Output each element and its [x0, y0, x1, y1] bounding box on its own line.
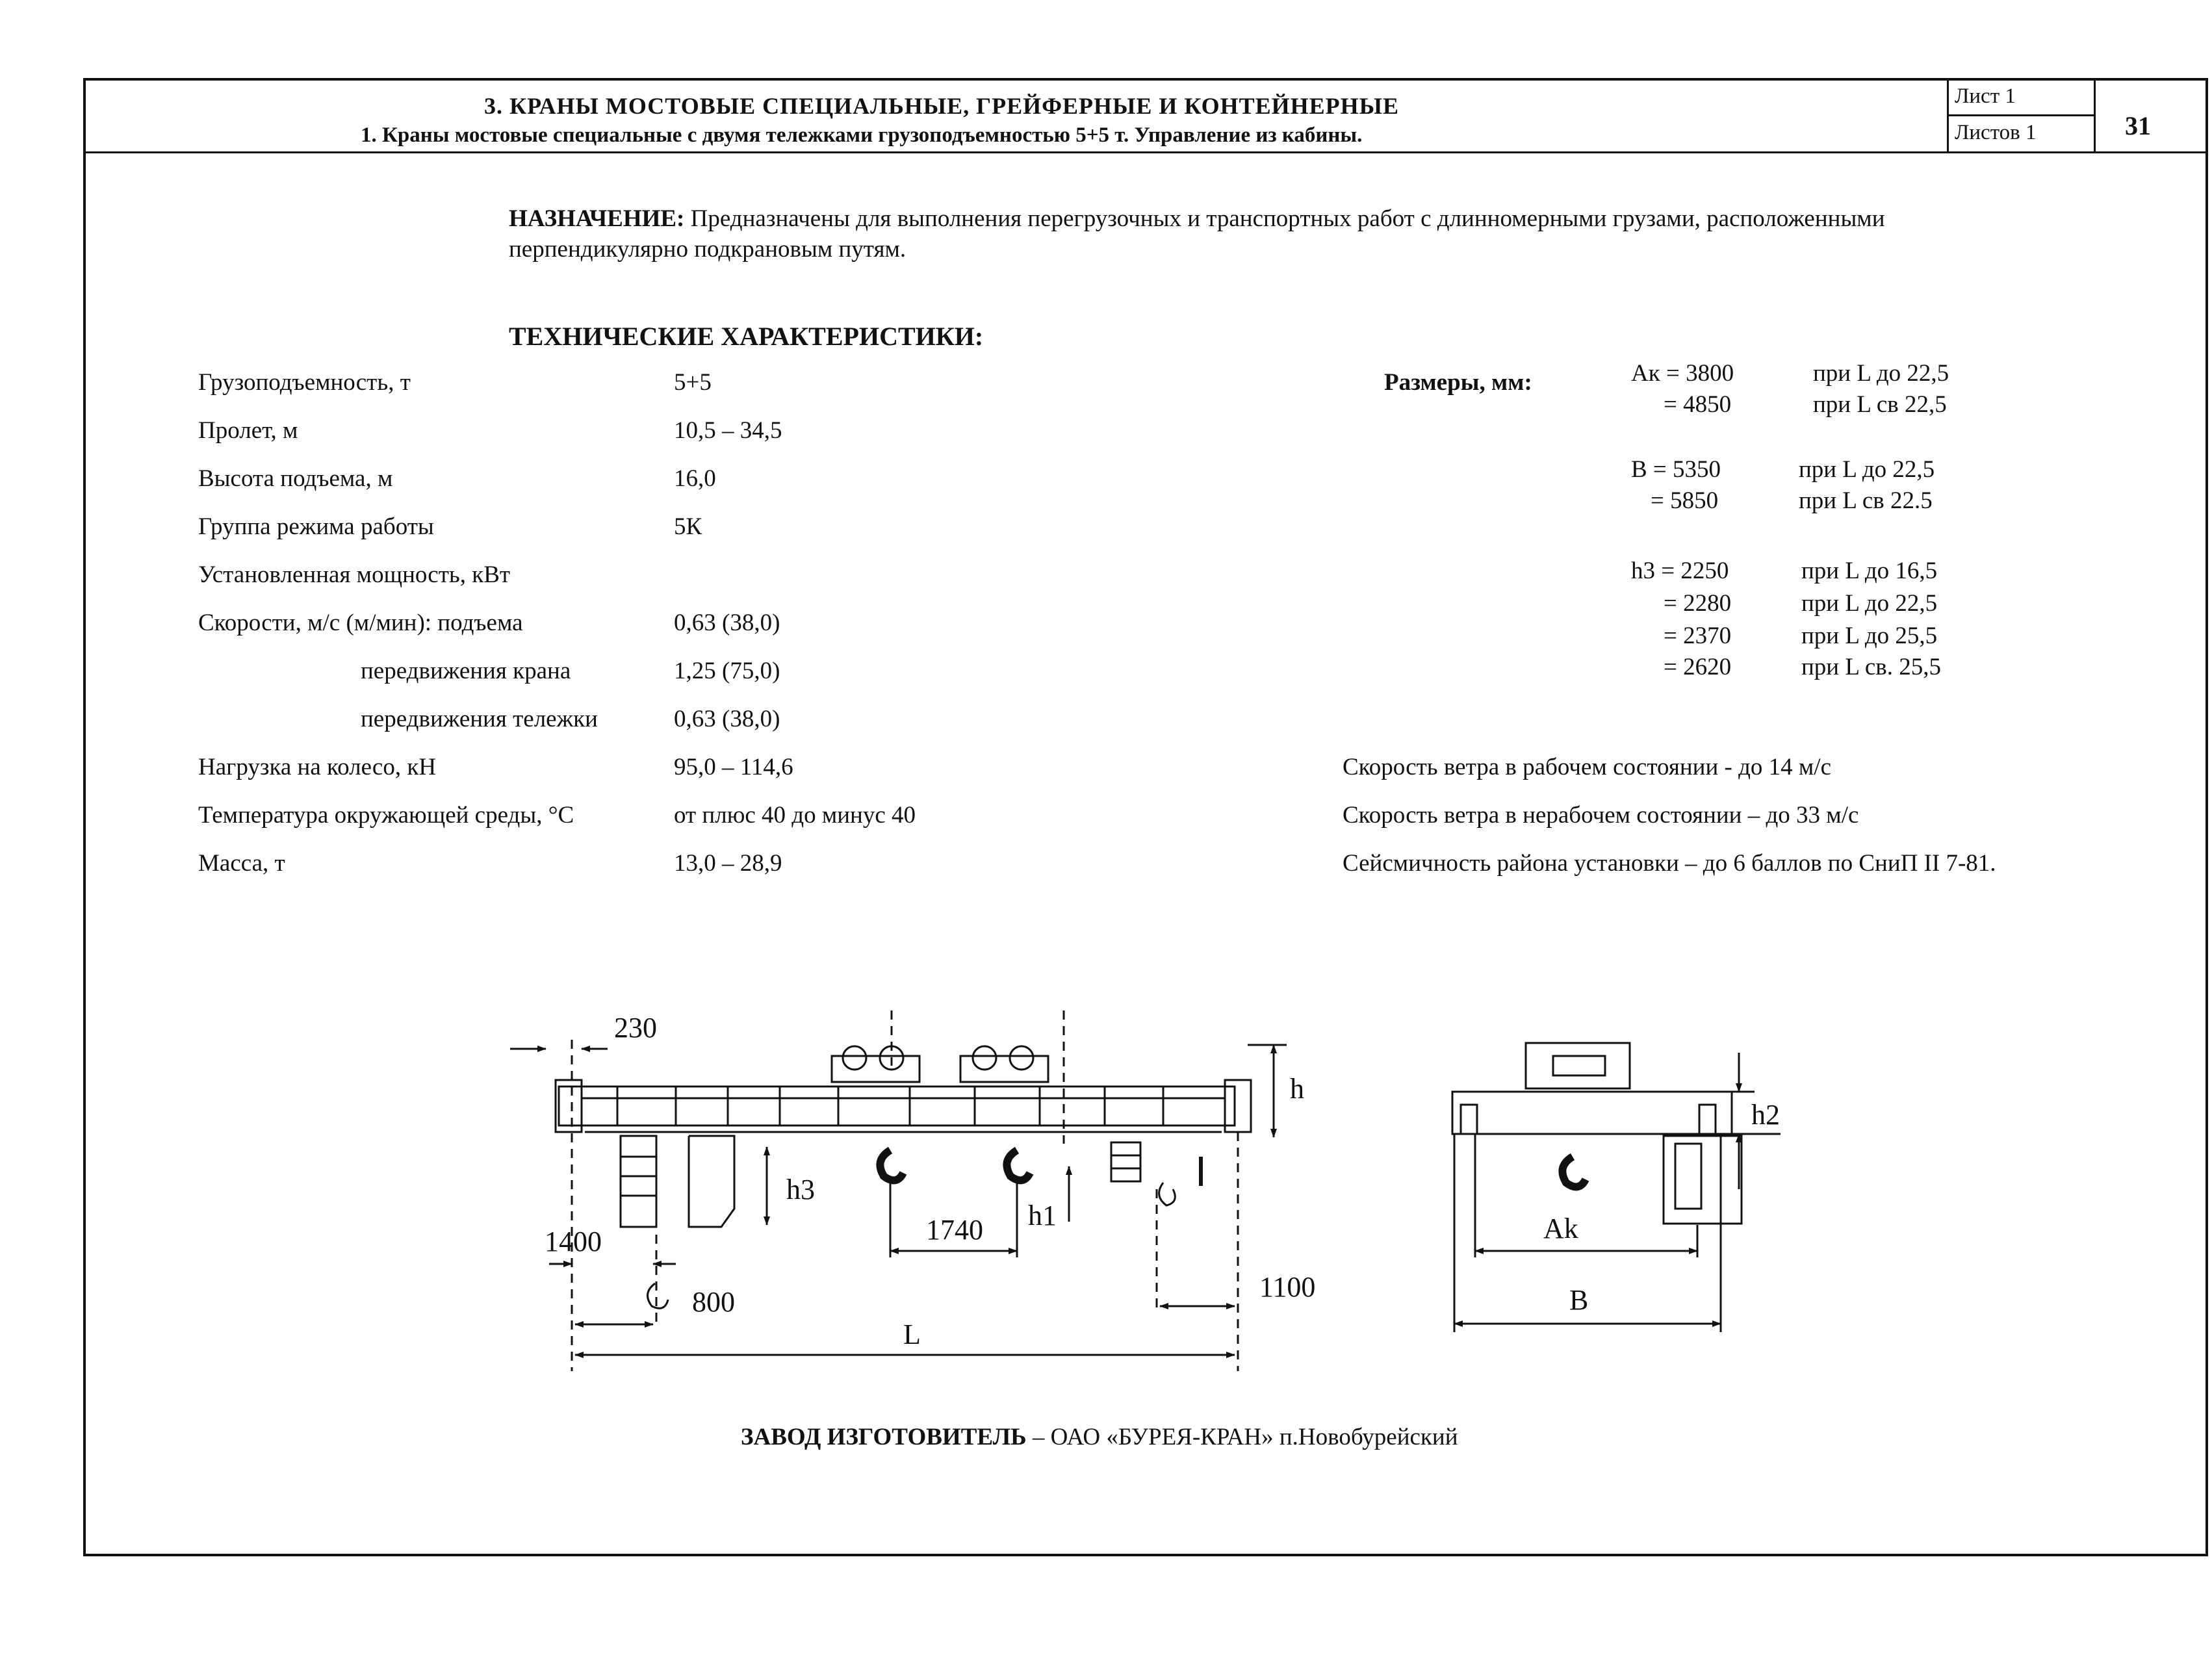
spec-label-speed-crane: передвижения крана [361, 658, 571, 684]
page-number: 31 [2125, 111, 2151, 140]
dim-800: 800 [692, 1286, 735, 1318]
spec-label-span: Пролет, м [198, 417, 298, 444]
dim-B: B [1569, 1284, 1589, 1316]
dimensions-label: Размеры, мм: [1384, 369, 1532, 396]
dim-h3-1: h3 = 2250 [1631, 558, 1729, 584]
spec-value-mass: 13,0 – 28,9 [674, 850, 782, 877]
spec-label-capacity: Грузоподъемность, т [198, 369, 411, 396]
spec-label-mass: Масса, т [198, 850, 285, 877]
spec-value-wheel-load: 95,0 – 114,6 [674, 754, 793, 780]
spec-value-speed-lift: 0,63 (38,0) [674, 610, 780, 636]
dim-L: L [903, 1318, 921, 1350]
section-title: 3. КРАНЫ МОСТОВЫЕ СПЕЦИАЛЬНЫЕ, ГРЕЙФЕРНЫЕ И КОНТЕЙНЕРНЫЕ [484, 93, 1399, 119]
dim-h2: h2 [1751, 1099, 1780, 1131]
specs-heading: ТЕХНИЧЕСКИЕ ХАРАКТЕРИСТИКИ: [509, 322, 984, 351]
spec-label-speed-lift: Скорости, м/с (м/мин): подъема [198, 610, 523, 636]
dim-b-2: = 5850 [1651, 487, 1719, 514]
manufacturer-label: ЗАВОД ИЗГОТОВИТЕЛЬ [741, 1424, 1027, 1450]
manufacturer [741, 1423, 1458, 1451]
spec-label-speed-trolley: передвижения тележки [361, 706, 598, 732]
wind-working: Скорость ветра в рабочем состоянии - до 14 м/с [1343, 754, 1832, 780]
dim-ak-2: = 4850 [1664, 391, 1732, 418]
purpose-line-2: перпендикулярно подкрановым путям. [509, 236, 907, 263]
dim-h3-3: = 2370 [1664, 623, 1732, 649]
dim-b-2-cond: при L св 22.5 [1799, 487, 1933, 514]
dim-b-1: В = 5350 [1631, 456, 1721, 483]
dim-h3-4: = 2620 [1664, 654, 1732, 680]
dim-h1: h1 [1028, 1200, 1057, 1231]
spec-label-temperature: Температура окружающей среды, °С [198, 802, 574, 829]
spec-value-speed-trolley: 0,63 (38,0) [674, 706, 780, 732]
spec-label-wheel-load: Нагрузка на колесо, кН [198, 754, 437, 780]
dim-b-1-cond: при L до 22,5 [1799, 456, 1935, 483]
dim-h3-1-cond: при L до 16,5 [1801, 558, 1938, 584]
dim-ak-1-cond: при L до 22,5 [1813, 360, 1949, 387]
dim-h3: h3 [786, 1174, 815, 1205]
dim-h3-3-cond: при L до 25,5 [1801, 623, 1938, 649]
dim-1400: 1400 [545, 1226, 602, 1257]
spec-label-lift-height: Высота подъема, м [198, 465, 393, 492]
subsection-title: 1. Краны мостовые специальные с двумя тележками грузоподъемностью 5+5 т. Управление из кабины. [361, 123, 1363, 147]
spec-value-speed-crane: 1,25 (75,0) [674, 658, 780, 684]
dim-ak-2-cond: при L св 22,5 [1813, 391, 1947, 418]
crane-side-view [1452, 1043, 1781, 1332]
spec-label-duty-group: Группа режима работы [198, 513, 434, 540]
sheet-label: Лист 1 [1955, 84, 2016, 108]
drawing-labels [545, 1012, 1780, 1350]
spec-value-span: 10,5 – 34,5 [674, 417, 782, 444]
spec-value-temperature: от плюс 40 до минус 40 [674, 802, 916, 829]
spec-value-capacity: 5+5 [674, 369, 712, 396]
purpose-text-1: Предназначены для выполнения перегрузочных и транспортных работ с длинномерными грузами, расположенными [690, 205, 1885, 232]
dim-1740: 1740 [926, 1214, 983, 1246]
wind-nonworking: Скорость ветра в нерабочем состоянии – до 33 м/с [1343, 802, 1859, 829]
dim-230: 230 [614, 1012, 657, 1044]
dim-h3-2: = 2280 [1664, 590, 1732, 617]
dim-h: h [1290, 1073, 1304, 1105]
dim-h3-2-cond: при L до 22,5 [1801, 590, 1938, 617]
sheets-label: Листов 1 [1955, 121, 2037, 144]
spec-value-duty-group: 5К [674, 513, 702, 540]
manufacturer-value: – ОАО «БУРЕЯ-КРАН» п.Новобурейский [1032, 1424, 1458, 1450]
dim-1100: 1100 [1259, 1271, 1316, 1303]
dim-h3-4-cond: при L св. 25,5 [1801, 654, 1941, 680]
dim-Ak: Ak [1543, 1213, 1578, 1244]
dim-ak-1: Ак = 3800 [1631, 360, 1734, 387]
crane-front-view [510, 1010, 1287, 1371]
spec-label-power: Установленная мощность, кВт [198, 561, 511, 588]
seismicity: Сейсмичность района установки – до 6 баллов по СниП II 7-81. [1343, 850, 1996, 877]
spec-value-lift-height: 16,0 [674, 465, 716, 492]
purpose-label: НАЗНАЧЕНИЕ: [509, 205, 685, 232]
